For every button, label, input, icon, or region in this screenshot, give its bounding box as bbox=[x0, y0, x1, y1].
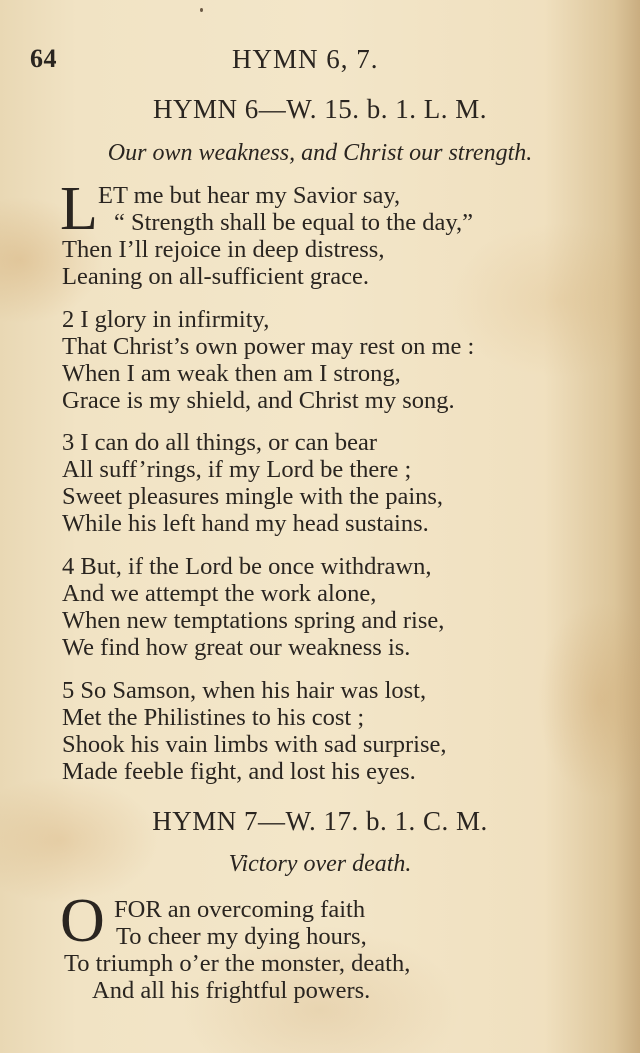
running-title: HYMN 6, 7. bbox=[232, 44, 379, 74]
hymn-6-stanza-3 bbox=[62, 429, 443, 537]
verse-line: All suff’rings, if my Lord be there ; bbox=[62, 456, 412, 483]
verse-line: Shook his vain limbs with sad surprise, bbox=[62, 731, 447, 758]
verse-line: To triumph o’er the monster, death, bbox=[64, 950, 411, 977]
verse-line: Grace is my shield, and Christ my song. bbox=[62, 387, 455, 414]
verse-line: That Christ’s own power may rest on me : bbox=[62, 333, 475, 360]
verse-line: ET me but hear my Savior say, bbox=[98, 182, 401, 209]
verse-line: 4 But, if the Lord be once withdrawn, bbox=[62, 553, 432, 580]
verse-line: When I am weak then am I strong, bbox=[62, 360, 401, 387]
verse-line: FOR an overcoming faith bbox=[114, 896, 366, 923]
verse-line: 3 I can do all things, or can bear bbox=[62, 429, 377, 456]
verse-line: When new temptations spring and rise, bbox=[62, 607, 445, 634]
hymn-6-subtitle: Our own weakness, and Christ our strength. bbox=[107, 140, 533, 166]
verse-line: While his left hand my head sustains. bbox=[62, 510, 429, 537]
drop-cap-initial: O bbox=[60, 887, 105, 955]
hymn-6-heading: HYMN 6—W. 15. b. 1. L. M. bbox=[152, 94, 487, 124]
verse-line: “ Strength shall be equal to the day,” bbox=[114, 209, 473, 236]
verse-line: Sweet pleasures mingle with the pains, bbox=[62, 483, 444, 510]
hymn-6-stanza-2 bbox=[62, 306, 474, 414]
verse-line: Leaning on all-sufficient grace. bbox=[62, 263, 370, 290]
verse-line: 2 I glory in infirmity, bbox=[62, 306, 270, 333]
hymn-7-subtitle: Victory over death. bbox=[228, 851, 412, 877]
verse-line: To cheer my dying hours, bbox=[116, 923, 367, 950]
ink-speck bbox=[200, 8, 203, 12]
verse-line: And we attempt the work alone, bbox=[62, 580, 377, 607]
hymn-7-heading: HYMN 7—W. 17. b. 1. C. M. bbox=[152, 806, 488, 836]
verse-line: Made feeble fight, and lost his eyes. bbox=[62, 758, 416, 785]
verse-line: And all his frightful powers. bbox=[92, 977, 371, 1004]
drop-cap-initial: L bbox=[60, 175, 98, 243]
verse-line: 5 So Samson, when his hair was lost, bbox=[62, 677, 427, 704]
verse-line: Then I’ll rejoice in deep distress, bbox=[62, 236, 385, 263]
verse-line: We find how great our weakness is. bbox=[62, 634, 411, 661]
verse-line: Met the Philistines to his cost ; bbox=[62, 704, 365, 731]
running-head bbox=[0, 44, 640, 80]
hymn-6-stanza-4 bbox=[62, 553, 444, 661]
hymn-6-stanza-5 bbox=[62, 677, 447, 785]
page-number: 64 bbox=[30, 44, 57, 73]
